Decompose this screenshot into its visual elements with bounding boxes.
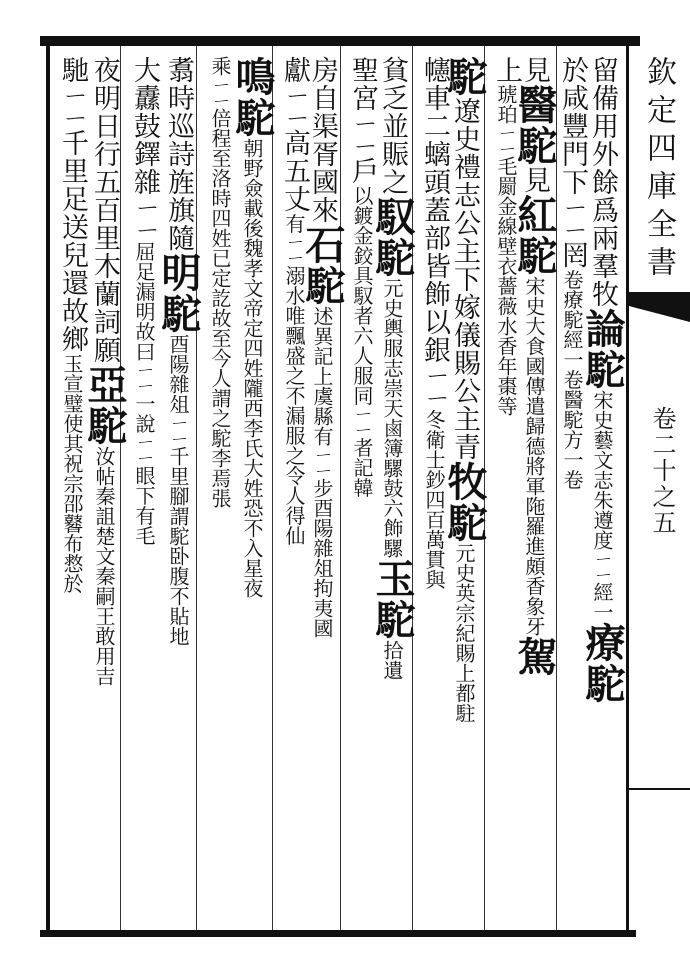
volume-label: 卷二十之五	[648, 406, 676, 536]
body-text: 大纛鼓鐸雜ㄧㄧ	[129, 56, 160, 242]
entry-heading: 亞駝	[81, 364, 128, 446]
body-text: 留備用外餘爲兩羣牧	[587, 56, 618, 308]
annotation-text: 拾遺	[380, 640, 404, 680]
annotation-text: 朝野僉載後魏孝文帝定四姓隴西李氏大姓恐不入星夜	[240, 138, 264, 598]
body-text: 夜明日行五百里木蘭詞願	[89, 56, 120, 364]
annotation-text: 元史輿服志崇天鹵簿騾鼓六飾騾	[380, 278, 404, 558]
annotation-text: 屈足漏明故曰ㄧㄧ一說ㄧㄧ眼下有毛	[132, 241, 156, 546]
annotation-text: 記韓	[350, 457, 374, 498]
annotation-text: 汝帖秦詛楚文秦嗣王敢用吉	[92, 446, 116, 686]
text-column	[274, 56, 314, 922]
column-divider	[412, 46, 413, 930]
entry-heading: 牧駝	[441, 461, 488, 543]
annotation-text: 以鍍金鉸具馭者六人服同ㄧㄧ者	[350, 185, 374, 458]
text-column	[342, 56, 382, 922]
body-text: 馳ㄧㄧ千里足送兒還故鄉	[57, 56, 88, 354]
column-divider	[272, 46, 273, 930]
text-column	[486, 56, 526, 922]
text-column	[155, 56, 202, 922]
annotation-text: 有ㄧㄧ溺水唯飄盛之不漏服之令人得仙	[282, 213, 306, 546]
annotation-text: 酉陽雜俎ㄧㄧ千里腳謂駝卧腹不貼地	[166, 334, 190, 646]
annotation-text: 述異記上虞縣有ㄧㄧ步酉陽雜俎拘夷國	[310, 306, 334, 638]
annotation-text: 元史英宗紀賜上都駐	[452, 543, 476, 723]
entry-heading: 紅駝	[511, 194, 558, 276]
body-text: 見	[519, 166, 550, 194]
bottom-border	[40, 930, 636, 937]
text-column	[552, 56, 592, 922]
entry-heading: 駕	[511, 636, 558, 677]
left-border	[46, 36, 50, 936]
body-text: 聖宮ㄧㄧ戶	[347, 56, 378, 186]
entry-heading: 馭駝	[369, 196, 416, 278]
body-text: 遼史禮志公主下嫁儀賜公主青	[449, 97, 480, 461]
annotation-text: 宋史藝文志朱遵度ㄧㄧ經一	[590, 390, 614, 622]
margin-rule	[629, 788, 690, 790]
entry-heading: 玉駝	[369, 558, 416, 640]
text-column	[414, 56, 454, 922]
entry-heading: 醫駝	[511, 84, 558, 166]
annotation-text: 冬衛士鈔四百萬貫與	[422, 409, 446, 590]
body-text: 上	[491, 56, 522, 84]
entry-heading: 論駝	[579, 308, 626, 390]
body-text: 見	[519, 56, 550, 84]
entry-heading: 駝	[441, 56, 488, 97]
text-column	[124, 56, 164, 922]
entry-heading: 石駝	[299, 224, 346, 306]
annotation-text: 玉宣璧使其祝宗邵鼛布慦於	[60, 353, 84, 594]
body-text: 翥時巡詩旌旗隨	[163, 56, 194, 252]
annotation-text: 琥珀ㄧㄧ毛罽金線壁衣薔薇水香年棗等	[494, 84, 518, 416]
top-border	[40, 36, 640, 46]
entry-heading: 療駝	[579, 622, 626, 704]
entry-heading: 明駝	[155, 252, 202, 334]
annotation-text: 卷療駝經一卷醫駝方一卷	[560, 269, 584, 490]
book-title: 欽定四庫全書	[641, 56, 676, 284]
fishtail-mark-icon	[629, 292, 690, 322]
text-column	[52, 56, 92, 922]
right-border	[626, 36, 629, 936]
text-column	[200, 56, 240, 922]
annotation-text: 宋史大食國傳遣歸德將軍陁羅進頗香象牙	[522, 276, 546, 636]
body-text: 於咸豐門下ㄧㄧ罔	[557, 56, 588, 270]
body-text: 幰車二螭頭蓋部皆飾以銀ㄧㄧ	[419, 56, 450, 410]
body-text: 獻ㄧㄧ高五丈	[279, 56, 310, 214]
entry-heading: 鳴駝	[229, 56, 276, 138]
body-text: 房自渠胥國來	[307, 56, 338, 224]
annotation-text: 乘ㄧㄧ倍程至洛時四姓已定訖故至今人謂之駝李焉張	[208, 56, 232, 508]
body-text: 貧乏並賑之	[377, 56, 408, 196]
